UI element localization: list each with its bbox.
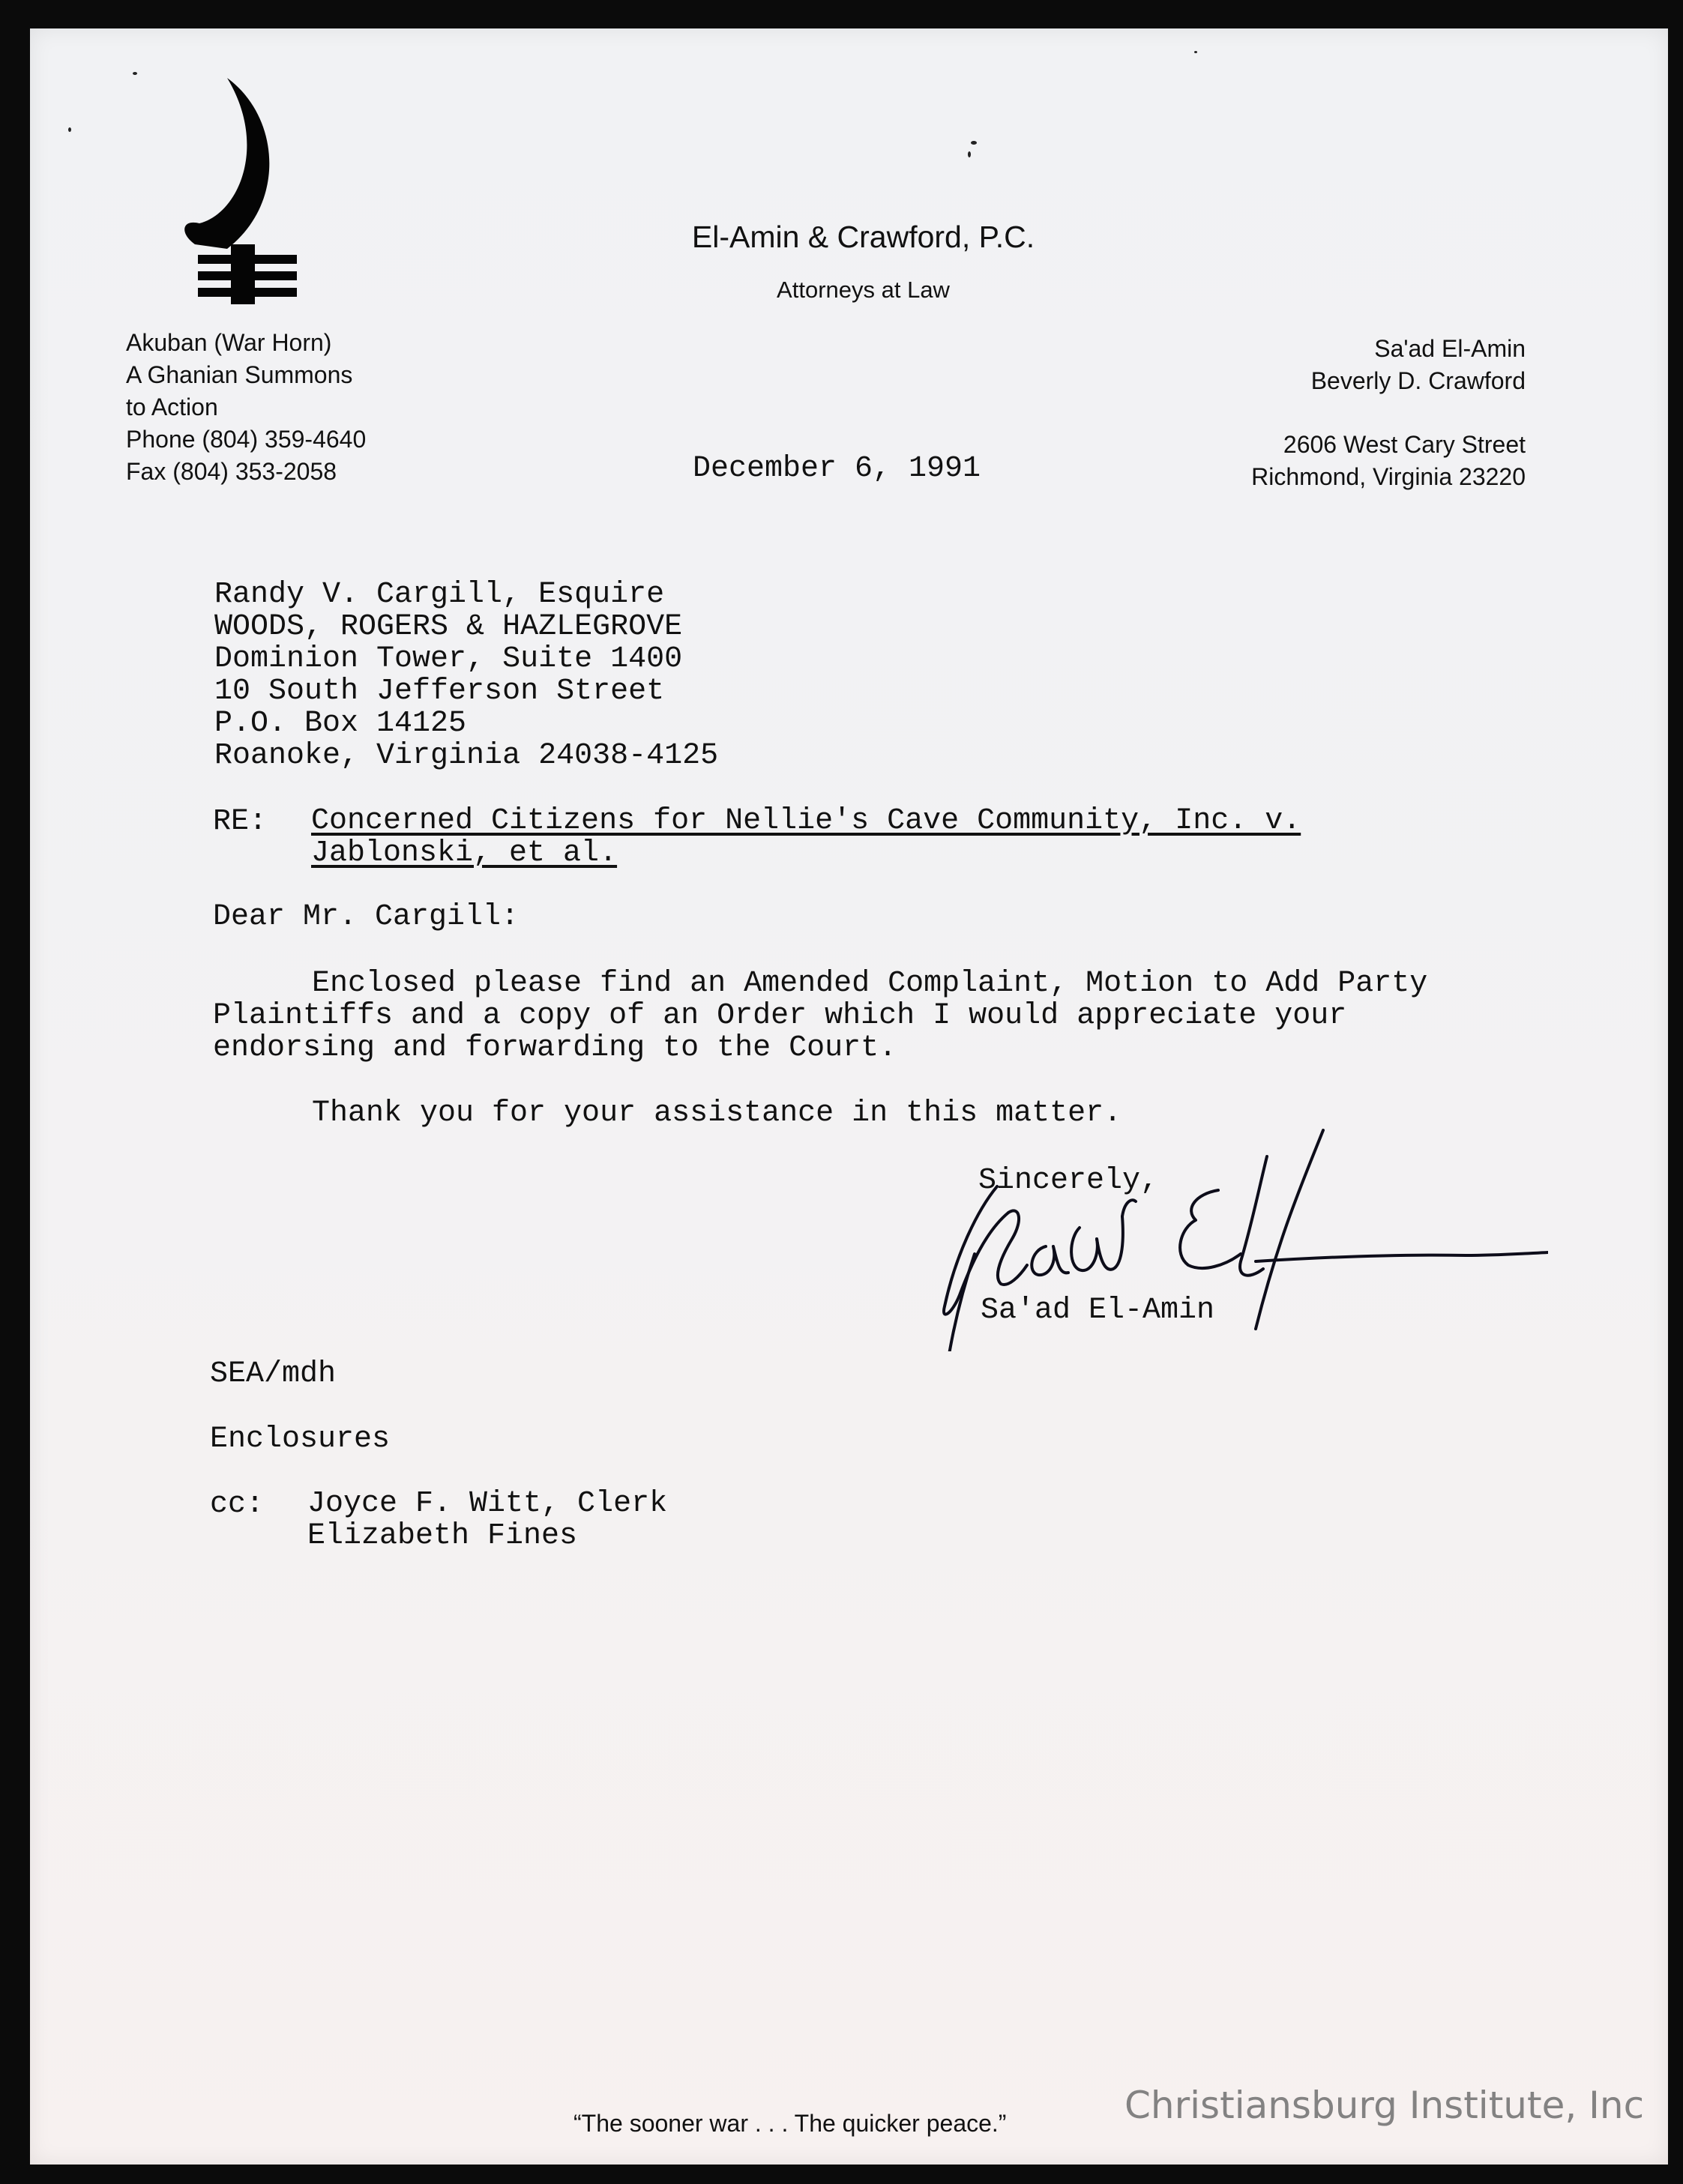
firm-motto: “The sooner war . . . The quicker peace.” — [573, 2110, 1007, 2137]
paper-speck — [133, 72, 137, 75]
letterhead-left-block — [126, 327, 366, 488]
partner-names — [1311, 333, 1526, 397]
cc-recipient: Joyce F. Witt, Clerk — [307, 1487, 668, 1521]
recipient-line: Randy V. Cargill, Esquire — [214, 578, 665, 612]
typist-initials: SEA/mdh — [210, 1357, 337, 1391]
body-line: Plaintiffs and a copy of an Order which I would appreciate your — [213, 999, 1347, 1033]
recipient-line: WOODS, ROGERS & HAZLEGROVE — [214, 610, 683, 644]
signer-name: Sa'ad El-Amin — [981, 1294, 1215, 1327]
paper-speck — [68, 127, 71, 132]
address-line: 2606 West Cary Street — [1283, 431, 1526, 458]
logo-caption-line: Akuban (War Horn) — [126, 329, 332, 356]
body-line: Enclosed please find an Amended Complaint, Motion to Add Party — [312, 967, 1428, 1001]
closing: Sincerely, — [978, 1164, 1159, 1198]
archive-watermark: Christiansburg Institute, Inc — [1124, 2084, 1645, 2127]
salutation: Dear Mr. Cargill: — [213, 900, 520, 934]
re-subject — [311, 805, 1301, 869]
phone-number: Phone (804) 359-4640 — [126, 426, 367, 453]
body-line: endorsing and forwarding to the Court. — [213, 1031, 897, 1065]
re-label: RE: — [213, 805, 268, 839]
firm-name: El-Amin & Crawford, P.C. — [691, 220, 1035, 254]
paper-speck — [968, 151, 971, 157]
logo-caption-line: to Action — [126, 393, 218, 420]
recipient-line: Dominion Tower, Suite 1400 — [214, 642, 683, 676]
firm-subtitle: Attorneys at Law — [777, 277, 950, 303]
partner-name: Sa'ad El-Amin — [1374, 335, 1526, 362]
letter-page — [30, 28, 1668, 2165]
fax-number: Fax (804) 353-2058 — [126, 458, 337, 485]
logo-caption-line: A Ghanian Summons — [126, 361, 353, 388]
letter-date: December 6, 1991 — [693, 452, 981, 486]
paper-speck — [971, 141, 977, 145]
cc-list — [307, 1488, 667, 1552]
recipient-address — [214, 579, 718, 772]
cc-recipient: Elizabeth Fines — [307, 1519, 578, 1553]
enclosures-note: Enclosures — [210, 1423, 391, 1456]
recipient-line: 10 South Jefferson Street — [214, 675, 665, 708]
re-line: Concerned Citizens for Nellie's Cave Community, Inc. v. — [311, 804, 1301, 838]
partner-name: Beverly D. Crawford — [1310, 367, 1526, 394]
re-line: Jablonski, et al. — [311, 836, 618, 870]
paper-speck — [1194, 51, 1197, 53]
body-paragraph — [213, 968, 1510, 1064]
cc-label: cc: — [210, 1488, 265, 1521]
firm-address — [1251, 429, 1526, 493]
thanks-line: Thank you for your assistance in this matter. — [312, 1096, 1122, 1130]
recipient-line: P.O. Box 14125 — [214, 707, 467, 740]
recipient-line: Roanoke, Virginia 24038-4125 — [214, 739, 719, 773]
address-line: Richmond, Virginia 23220 — [1251, 463, 1526, 490]
